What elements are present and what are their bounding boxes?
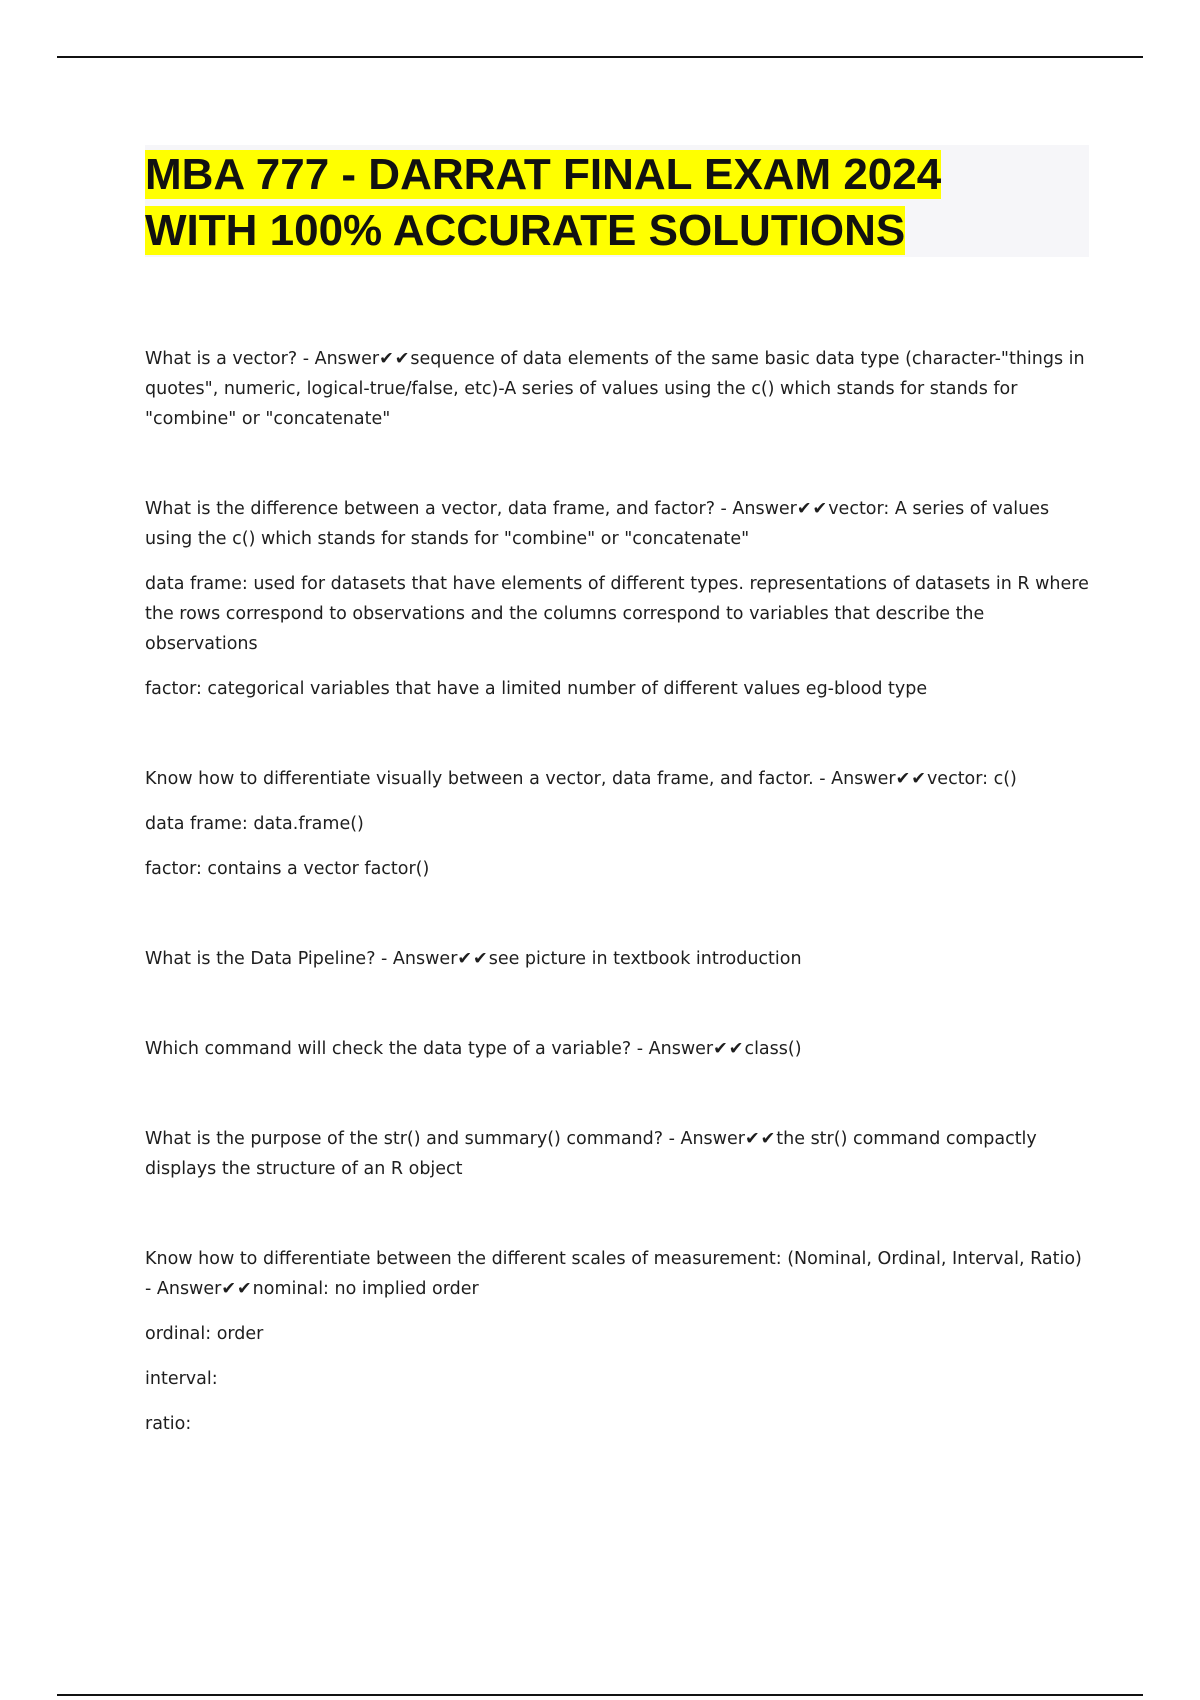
qa-item bbox=[145, 1034, 1090, 1064]
qa-paragraph bbox=[145, 1124, 1090, 1184]
answer-text: sequence of data elements of the same basic data type (character-"things in quotes", numeric, logical-true/false, etc)-A series of values using the c() which stands for stands for "combine" or "concatenate" bbox=[145, 349, 1085, 429]
header-rule bbox=[57, 56, 1143, 58]
question-text: Which command will check the data type of a variable? - Answer bbox=[145, 1039, 714, 1059]
answer-paragraph: interval: bbox=[145, 1369, 218, 1389]
qa-paragraph bbox=[145, 944, 1090, 974]
answer-text: nominal: no implied order bbox=[252, 1279, 479, 1299]
double-check-icon: ✔✔ bbox=[379, 349, 411, 369]
question-text: What is the Data Pipeline? - Answer bbox=[145, 949, 458, 969]
answer-paragraph: data frame: data.frame() bbox=[145, 814, 364, 834]
answer-text: vector: A series of values using the c() which stands for stands for "combine" or "concatenate" bbox=[145, 499, 1050, 549]
footer-rule bbox=[57, 1694, 1143, 1696]
qa-item bbox=[145, 944, 1090, 974]
title-line-1: MBA 777 - DARRAT FINAL EXAM 2024 bbox=[145, 150, 942, 199]
answer-text: the str() command compactly displays the structure of an R object bbox=[145, 1129, 1037, 1179]
qa-list bbox=[145, 344, 1090, 1439]
qa-item bbox=[145, 764, 1090, 884]
question-text: What is the purpose of the str() and summary() command? - Answer bbox=[145, 1129, 745, 1149]
answer-text: class() bbox=[744, 1039, 802, 1059]
answer-paragraph: factor: contains a vector factor() bbox=[145, 859, 430, 879]
title-line-2: WITH 100% ACCURATE SOLUTIONS bbox=[145, 206, 906, 255]
answer-text: vector: c() bbox=[926, 769, 1017, 789]
qa-item bbox=[145, 1124, 1090, 1184]
double-check-icon: ✔✔ bbox=[457, 949, 489, 969]
double-check-icon: ✔✔ bbox=[713, 1039, 745, 1059]
qa-paragraph bbox=[145, 764, 1090, 794]
qa-paragraph bbox=[145, 344, 1090, 434]
qa-paragraph bbox=[145, 1034, 1090, 1064]
qa-item bbox=[145, 494, 1090, 704]
qa-paragraph bbox=[145, 1244, 1090, 1304]
qa-item bbox=[145, 1244, 1090, 1439]
double-check-icon: ✔✔ bbox=[895, 769, 927, 789]
question-text: What is the difference between a vector, data frame, and factor? - Answer bbox=[145, 499, 797, 519]
double-check-icon: ✔✔ bbox=[744, 1129, 777, 1149]
qa-item bbox=[145, 344, 1090, 434]
double-check-icon: ✔✔ bbox=[796, 499, 829, 519]
qa-paragraph bbox=[145, 494, 1090, 554]
document-title bbox=[145, 147, 1085, 259]
answer-paragraph: ratio: bbox=[145, 1414, 192, 1434]
question-text: What is a vector? - Answer bbox=[145, 349, 380, 369]
question-text: Know how to differentiate between the different scales of measurement: (Nominal, Ordinal, Interval, Ratio) - Answer bbox=[145, 1249, 1082, 1299]
double-check-icon: ✔✔ bbox=[221, 1279, 253, 1299]
answer-paragraph: factor: categorical variables that have a limited number of different values eg-blood type bbox=[145, 679, 928, 699]
question-text: Know how to differentiate visually between a vector, data frame, and factor. - Answer bbox=[145, 769, 896, 789]
answer-paragraph: data frame: used for datasets that have elements of different types. representations of datasets in R where the rows correspond to observations and the columns correspond to variables that describe the observations bbox=[145, 574, 1089, 654]
answer-text: see picture in textbook introduction bbox=[488, 949, 802, 969]
answer-paragraph: ordinal: order bbox=[145, 1324, 264, 1344]
